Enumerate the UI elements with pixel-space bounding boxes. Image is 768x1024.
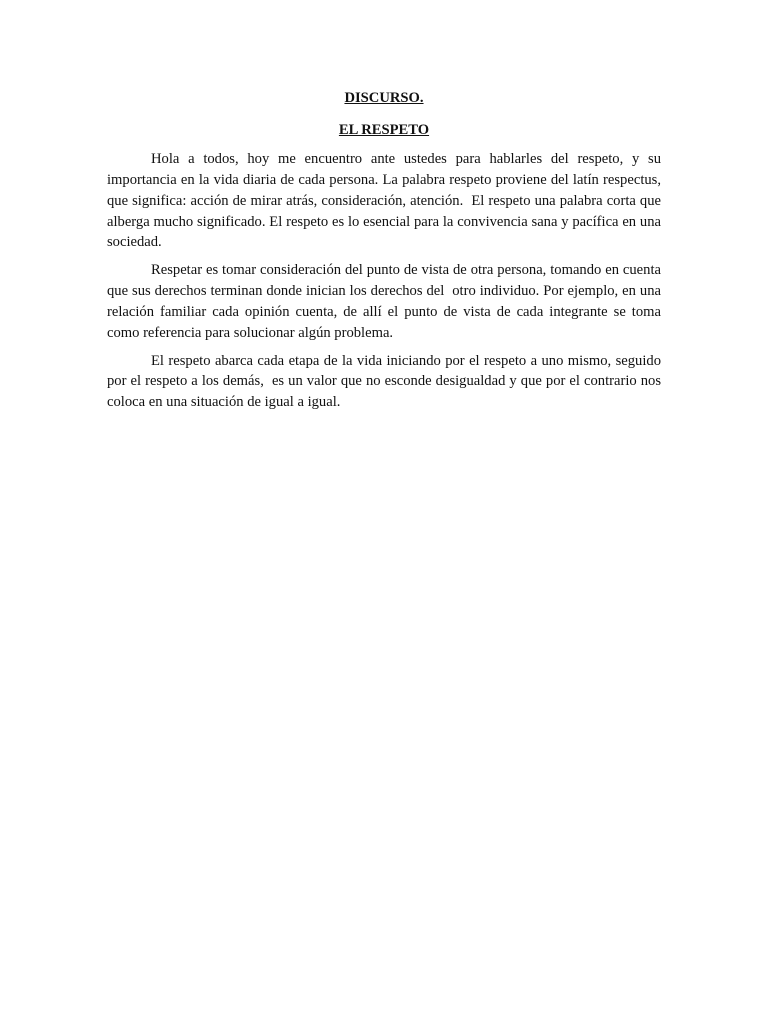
paragraph-intro: Hola a todos, hoy me encuentro ante ustedes para hablarles del respeto, y su importancia en la vida diaria de cada persona. La palabra respeto proviene del latín respectus, que significa: acción de mirar atrás, consideración, atención. El respeto una palabra corta que alberga mucho significado. El respeto es lo esencial para la convivencia sana y pacífica en una sociedad. — [107, 151, 665, 251]
document-title: DISCURSO. — [344, 90, 424, 106]
document-body — [107, 88, 665, 420]
paragraph-conclusion: El respeto abarca cada etapa de la vida iniciando por el respeto a uno mismo, seguido por el respeto a los demás, es un valor que no esconde desigualdad y que por el contrario nos coloca en una situación de igual a igual. — [107, 352, 665, 411]
document-subtitle: EL RESPETO — [338, 121, 430, 138]
paragraph-definition: Respetar es tomar consideración del punto de vista de otra persona, tomando en cuenta que sus derechos terminan donde inician los derechos del otro individuo. Por ejemplo, en una relación familiar cada opinión cuenta, de allí el punto de vista de cada integrante se toma como referencia para solucionar algún problema. — [107, 262, 665, 341]
